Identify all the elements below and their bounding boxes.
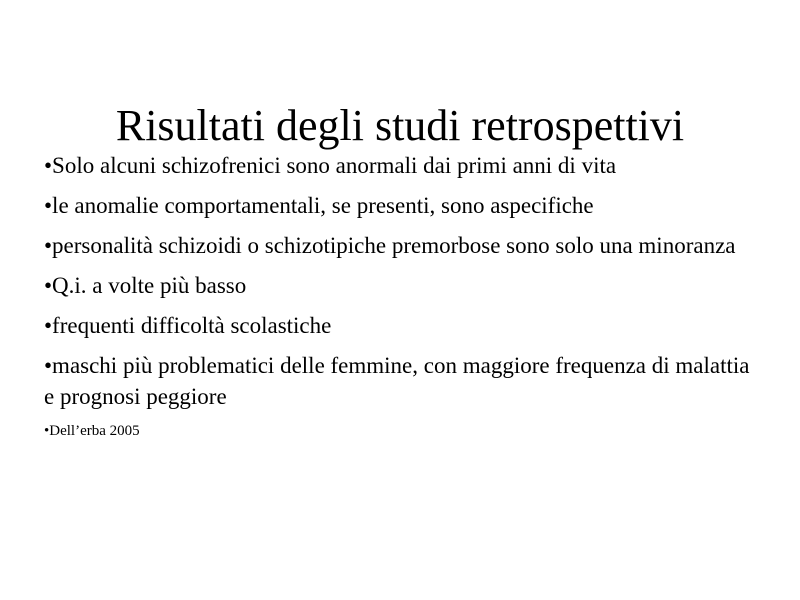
bullet-item: •Q.i. a volte più basso	[44, 273, 247, 298]
reference-citation: •Dell’erba 2005	[44, 423, 140, 439]
bullet-list	[44, 150, 764, 450]
slide-title: Risultati degli studi retrospettivi	[115, 101, 685, 150]
bullet-item: •Solo alcuni schizofrenici sono anormali dai primi anni di vita	[44, 153, 617, 178]
bullet-item: •le anomalie comportamentali, se presenti, sono aspecifiche	[44, 193, 594, 218]
bullet-item: •personalità schizoidi o schizotipiche premorbose sono solo una minoranza	[44, 233, 736, 258]
bullet-item: •maschi più problematici delle femmine, con maggiore frequenza di malattia e prognosi peggiore	[44, 353, 750, 409]
bullet-item: •frequenti difficoltà scolastiche	[44, 313, 332, 338]
